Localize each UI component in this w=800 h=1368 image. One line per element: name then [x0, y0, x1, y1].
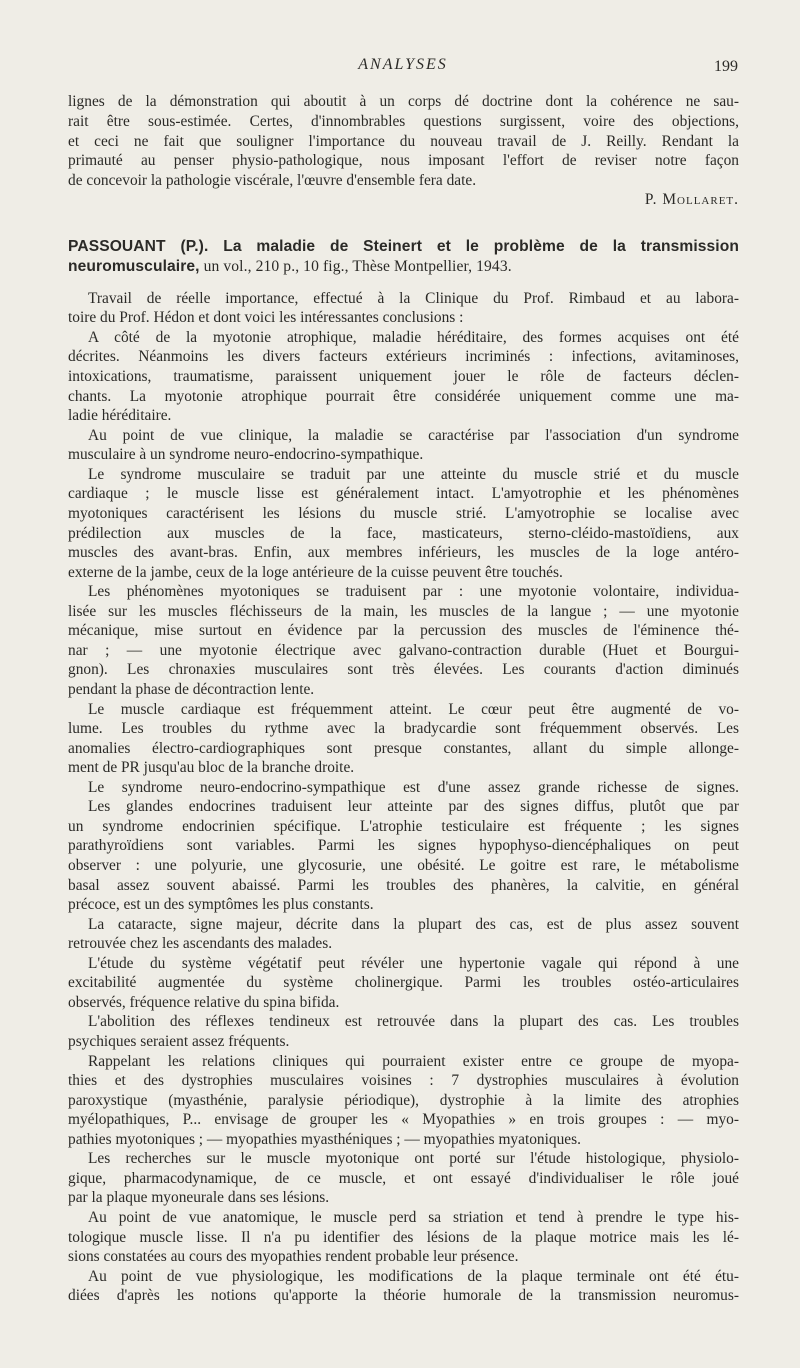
text-line: Au point de vue clinique, la maladie se caractérise par l'association d'un syndrome: [88, 427, 739, 444]
reviewer-signature: P. Mollaret.: [644, 191, 739, 208]
text-line: anomalies électro-cardiographiques sont presque constantes, allant du simple allonge-: [68, 740, 739, 757]
text-line: gique, pharmacodynamique, de ce muscle, et ont essayé d'individualiser le rôle joué: [68, 1170, 739, 1187]
text-line: Au point de vue physiologique, les modifications de la plaque terminale ont été étu-: [88, 1268, 739, 1285]
text-line: myotoniques caractérisent les lésions du muscle strié. L'amyotrophie se localise avec: [68, 505, 739, 522]
heading-bold-part: neuromusculaire,: [68, 258, 200, 275]
heading-citation: un vol., 210 p., 10 fig., Thèse Montpellier, 1943.: [199, 258, 512, 275]
text-line: un syndrome endocrinien spécifique. L'atrophie testiculaire est fréquente ; les signes: [68, 818, 739, 835]
text-line: myélopathiques, P... envisage de grouper les « Myopathies » en trois groupes : — myo-: [68, 1111, 739, 1128]
page-header: [68, 56, 738, 80]
text-line: Le syndrome neuro-endocrino-sympathique est d'une assez grande richesse de signes.: [88, 779, 739, 796]
text-line: pendant la phase de décontraction lente.: [68, 681, 315, 698]
text-line: lisée sur les muscles fléchisseurs de la main, les muscles de la langue ; — une myotonie: [68, 603, 739, 620]
text-line: psychiques seraient assez fréquents.: [68, 1033, 290, 1050]
text-line: de concevoir la pathologie viscérale, l'œuvre d'ensemble fera date.: [68, 172, 477, 189]
text-line: muscles des avant-bras. Enfin, aux membres inférieurs, les muscles de la loge antéro-: [68, 544, 739, 561]
text-line: décrites. Néanmoins les divers facteurs extérieurs incriminés : infections, avitaminoses,: [68, 348, 739, 365]
text-line: intoxications, traumatisme, paraissent uniquement jouer le rôle de facteurs déclen-: [68, 368, 739, 385]
text-line: Les recherches sur le muscle myotonique ont porté sur l'étude histologique, physiolo-: [88, 1150, 739, 1167]
text-line: Au point de vue anatomique, le muscle perd sa striation et tend à prendre le type his-: [88, 1209, 739, 1226]
text-line: et ceci ne fait que souligner l'importance du nouveau travail de J. Reilly. Rendant la: [68, 133, 739, 150]
text-line: Rappelant les relations cliniques qui pourraient exister entre ce groupe de myopa-: [88, 1053, 739, 1070]
text-line: lume. Les troubles du rythme avec la bradycardie sont fréquemment observés. Les: [68, 720, 739, 737]
text-line: Le syndrome musculaire se traduit par une atteinte du muscle strié et du muscle: [88, 466, 739, 483]
text-line: nar ; — une myotonie électrique avec galvano-contraction durable (Huet et Bourgui-: [68, 642, 739, 659]
text-line: lignes de la démonstration qui aboutit à un corps dé doctrine dont la cohérence ne sau-: [68, 93, 739, 110]
text-line: excitabilité augmentée du système cholinergique. Parmi les troubles ostéo-articulaires: [68, 974, 739, 991]
text-line: A côté de la myotonie atrophique, maladie héréditaire, des formes acquises ont été: [88, 329, 739, 346]
text-line: prédilection aux muscles de la face, masticateurs, sterno-cléido-mastoïdiens, aux: [68, 525, 739, 542]
text-line: ladie héréditaire.: [68, 407, 172, 424]
text-line: tologique muscle lisse. Il n'a pu identifier des lésions de la plaque motrice mais les lé-: [68, 1229, 739, 1246]
page-number: 199: [714, 58, 738, 75]
text-line: externe de la jambe, ceux de la loge antérieure de la cuisse peuvent être touchés.: [68, 564, 563, 581]
text-line: paroxystique (myasthénie, paralysie périodique), dystrophie à la limite des atrophies: [68, 1092, 739, 1109]
text-line: cardiaque ; le muscle lisse est généralement intact. L'amyotrophie et les phénomènes: [68, 485, 739, 502]
running-title: ANALYSES: [358, 56, 448, 73]
text-line: chants. La myotonie atrophique pourrait être considérée uniquement comme une ma-: [68, 388, 739, 405]
text-line: parathyroïdiens sont variables. Parmi les signes hypophyso-diencéphaliques on peut: [68, 837, 739, 854]
text-line: précoce, est un des symptômes les plus constants.: [68, 896, 374, 913]
text-line: mécanique, mise surtout en évidence par la percussion des muscles de l'éminence thé-: [68, 622, 739, 639]
text-line: Les phénomènes myotoniques se traduisent par : une myotonie volontaire, individua-: [88, 583, 739, 600]
text-line: par la plaque myoneurale dans ses lésions.: [68, 1189, 330, 1206]
text-line: musculaire à un syndrome neuro-endocrino-sympathique.: [68, 446, 424, 463]
text-line: pathies myotoniques ; — myopathies myasthéniques ; — myopathies myatoniques.: [68, 1131, 581, 1148]
text-line: observés, fréquence relative du spina bifida.: [68, 994, 340, 1011]
text-line: primauté au penser physio-pathologique, nous imposant l'effort de reviser notre façon: [68, 152, 739, 169]
text-line: diées d'après les notions qu'apporte la théorie humorale de la transmission neuromus-: [68, 1287, 739, 1304]
text-line: Les glandes endocrines traduisent leur atteinte par des signes diffus, plutôt que par: [88, 798, 739, 815]
text-line: basal assez souvent abaissé. Parmi les troubles des phanères, la calvitie, en général: [68, 877, 739, 894]
text-line: sions constatées au cours des myopathies rendent probable leur présence.: [68, 1248, 519, 1265]
text-line: L'étude du système végétatif peut révéler une hypertonie vagale qui répond à une: [88, 955, 739, 972]
text-line: L'abolition des réflexes tendineux est retrouvée dans la plupart des cas. Les troubles: [88, 1013, 739, 1030]
text-line: Travail de réelle importance, effectué à la Clinique du Prof. Rimbaud et au labora-: [88, 290, 739, 307]
text-line: toire du Prof. Hédon et dont voici les intéressantes conclusions :: [68, 309, 464, 326]
review-heading-continued: [68, 257, 739, 277]
text-line: thies et des dystrophies musculaires voisines : 7 dystrophies musculaires à évolution: [68, 1072, 739, 1089]
text-line: gnon). Les chronaxies musculaires sont très élevées. Les courants d'action diminués: [68, 661, 739, 678]
text-line: observer : une polyurie, une glycosurie, une obésité. Le goitre est rare, le métabolisme: [68, 857, 739, 874]
text-line: Le muscle cardiaque est fréquemment atteint. Le cœur peut être augmenté de vo-: [88, 701, 739, 718]
text-line: La cataracte, signe majeur, décrite dans la plupart des cas, est de plus assez souvent: [88, 916, 739, 933]
text-line: ment de PR jusqu'au bloc de la branche droite.: [68, 759, 355, 776]
text-line: retrouvée chez les ascendants des malades.: [68, 935, 333, 952]
review-heading: PASSOUANT (P.). La maladie de Steinert et le problème de la transmission: [68, 238, 739, 255]
text-line: rait être sous-estimée. Certes, d'innombrables questions surgissent, voire des objections,: [68, 113, 739, 130]
